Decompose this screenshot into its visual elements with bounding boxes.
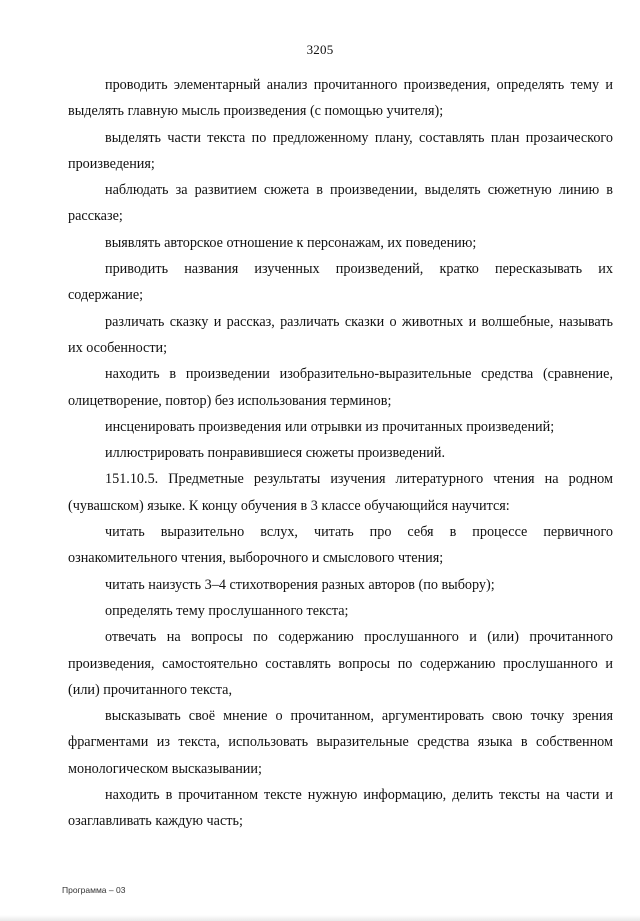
paragraph: проводить элементарный анализ прочитанного произведения, определять тему и выделять главную мысль произведения (с помощью учителя); (68, 77, 613, 120)
section-paragraph: 151.10.5. Предметные результаты изучения литературного чтения на родном (чувашском) языке. К концу обучения в 3 классе обучающийся научится: (68, 471, 613, 514)
paragraph: инсценировать произведения или отрывки из прочитанных произведений; (105, 418, 555, 435)
paragraph: читать наизусть 3–4 стихотворения разных авторов (по выбору); (105, 576, 495, 593)
scan-edge (0, 915, 640, 921)
page-number: 3205 (306, 42, 334, 57)
page-footer: Программа – 03 (62, 885, 126, 895)
paragraph: находить в прочитанном тексте нужную информацию, делить тексты на части и озаглавливать каждую часть; (68, 787, 613, 830)
paragraph: различать сказку и рассказ, различать сказки о животных и волшебные, называть их особенности; (68, 313, 613, 356)
paragraph: приводить названия изученных произведений, кратко пересказывать их содержание; (68, 261, 613, 304)
paragraph: выделять части текста по предложенному плану, составлять план прозаического произведения; (68, 129, 613, 172)
paragraph: определять тему прослушанного текста; (105, 602, 349, 619)
paragraph: отвечать на вопросы по содержанию прослушанного и (или) прочитанного произведения, самостоятельно составлять вопросы по содержанию прослушанного и (или) прочитанного текста, (68, 629, 613, 698)
paragraph: иллюстрировать понравившиеся сюжеты произведений. (105, 445, 446, 462)
document-body (68, 72, 613, 835)
paragraph: читать выразительно вслух, читать про себя в процессе первичного ознакомительного чтения, выборочного и смыслового чтения; (68, 524, 613, 567)
paragraph: выявлять авторское отношение к персонажам, их поведению; (105, 234, 477, 251)
paragraph: находить в произведении изобразительно-выразительные средства (сравнение, олицетворение, повтор) без использования терминов; (68, 366, 613, 409)
paragraph: наблюдать за развитием сюжета в произведении, выделять сюжетную линию в рассказе; (68, 182, 613, 225)
paragraph: высказывать своё мнение о прочитанном, аргументировать свою точку зрения фрагментами из текста, использовать выразительные средства языка в собственном монологическом высказывании; (68, 708, 613, 777)
